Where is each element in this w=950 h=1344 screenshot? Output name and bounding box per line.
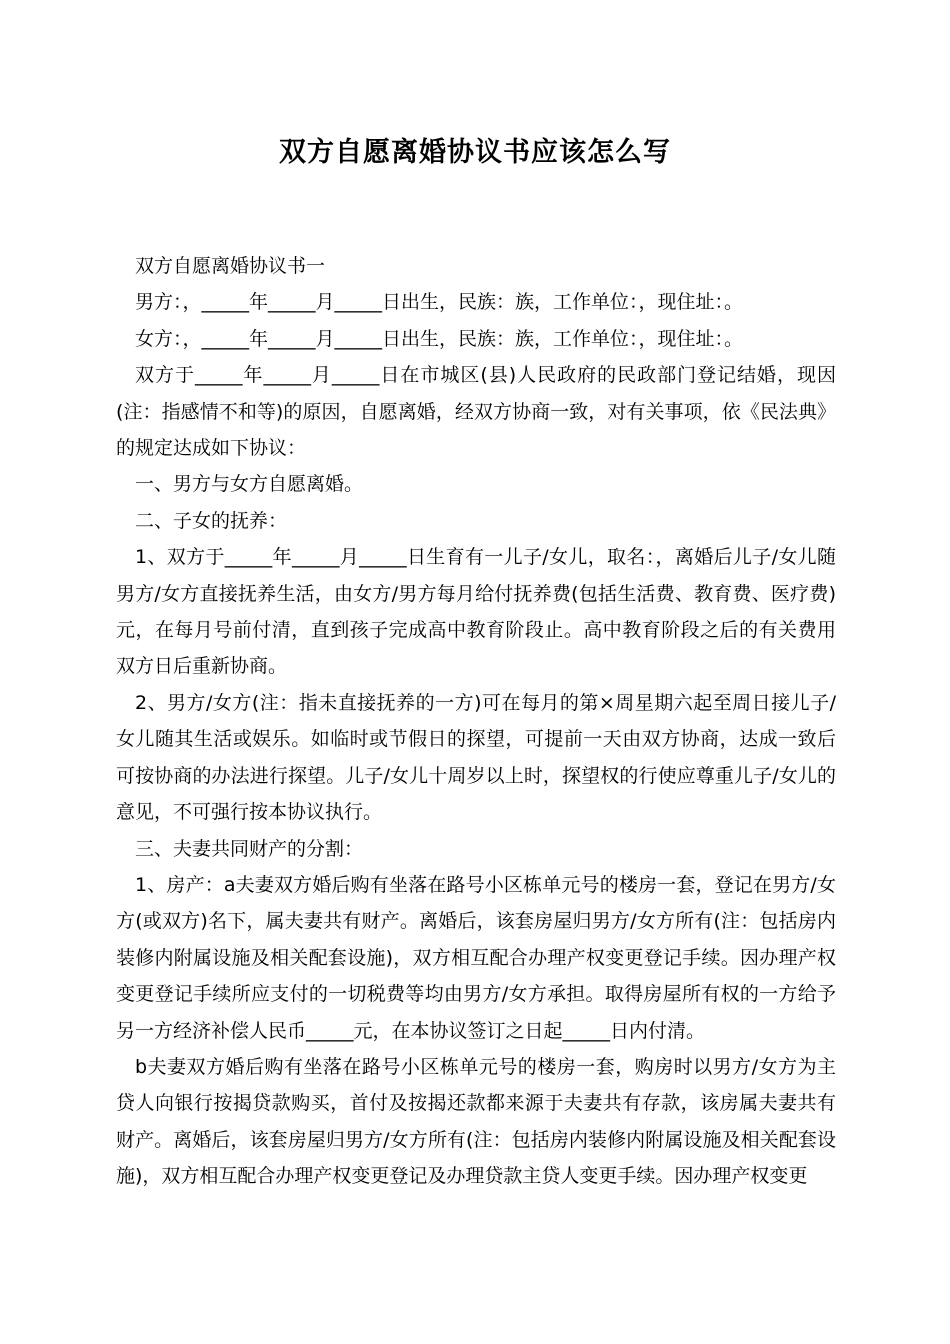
paragraph-heading: 双方自愿离婚协议书一 (135, 255, 326, 277)
document-title: 双方自愿离婚协议书应该怎么写 (279, 137, 671, 168)
paragraph-male-party: 男方：，_____年_____月_____日出生，民族：族，工作单位：，现住址：。 (135, 291, 744, 314)
paragraph-clause-3-1b: b夫妻双方婚后购有坐落在路号小区栋单元号的楼房一套，购房时以男方/女方为主贷人向银行按揭贷款购买，首付及按揭还款都来源于夫妻共有存款，该房属夫妻共有财产。离婚后，该套房屋归男方/女方所有(注：包括房内装修内附属设施及相关配套设施)，双方相互配合办理产权变更登记及办理贷款主贷人变更手续。因办理产权变更 (116, 1055, 836, 1188)
paragraph-clause-2-2: 2、男方/女方(注：指未直接抚养的一方)可在每月的第×周星期六起至周日接儿子/女儿随其生活或娱乐。如临时或节假日的探望，可提前一天由双方协商，达成一致后可按协商的办法进行探望。儿子/女儿十周岁以上时，探望权的行使应尊重儿子/女儿的意见，不可强行按本协议执行。 (116, 691, 836, 824)
paragraph-preamble: 双方于_____年_____月_____日在市城区(县)人民政府的民政部门登记结婚，现因(注：指感情不和等)的原因，自愿离婚，经双方协商一致，对有关事项，依《民法典》的规定达成如下协议： (116, 364, 836, 460)
paragraph-clause-1: 一、男方与女方自愿离婚。 (135, 473, 364, 496)
paragraph-clause-3: 三、夫妻共同财产的分割： (135, 837, 364, 860)
document-body (116, 248, 836, 1195)
paragraph-clause-2: 二、子女的抚养： (135, 509, 288, 532)
paragraph-clause-3-1a: 1、房产：a夫妻双方婚后购有坐落在路号小区栋单元号的楼房一套，登记在男方/女方(或双方)名下，属夫妻共有财产。离婚后，该套房屋归男方/女方所有(注：包括房内装修内附属设施及相关配套设施)，双方相互配合办理产权变更登记手续。因办理产权变更登记手续所应支付的一切税费等均由男方/女方承担。取得房屋所有权的一方给予另一方经济补偿人民币_____元，在本协议签订之日起_____日内付清。 (116, 873, 836, 1042)
paragraph-clause-2-1: 1、双方于_____年_____月_____日生育有一儿子/女儿，取名：，离婚后儿子/女儿随男方/女方直接抚养生活，由女方/男方每月给付抚养费(包括生活费、教育费、医疗费)元，在每月号前付清，直到孩子完成高中教育阶段止。高中教育阶段之后的有关费用双方日后重新协商。 (116, 546, 836, 678)
paragraph-female-party: 女方：，_____年_____月_____日出生，民族：族，工作单位：，现住址：。 (135, 327, 744, 350)
